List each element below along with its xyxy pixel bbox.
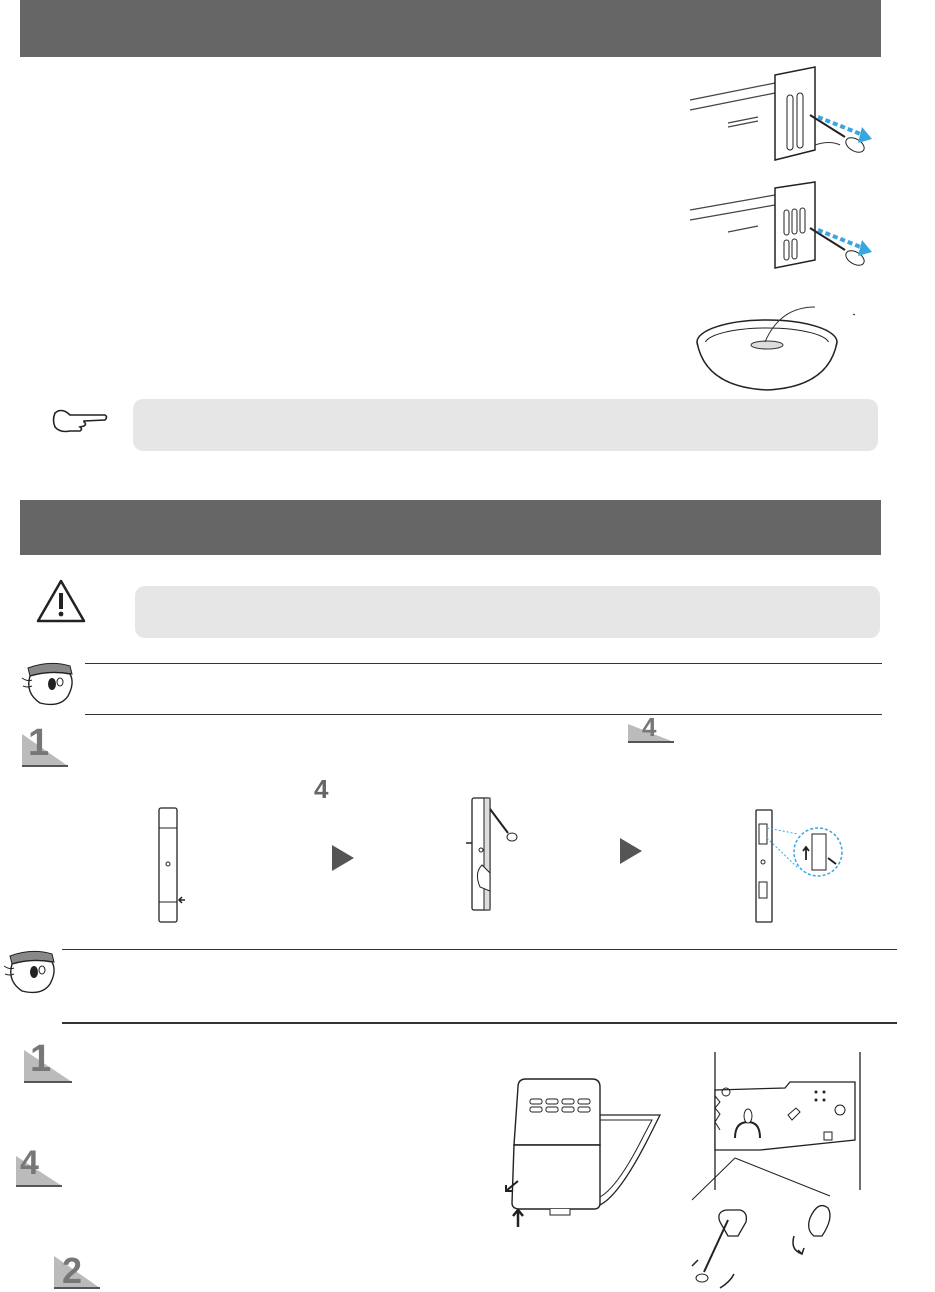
cover-removal-illustration-2: [680, 180, 880, 280]
dispenser-unit-illustration: [500, 1075, 670, 1235]
lamp-cover-illustration-2: [460, 795, 530, 915]
caution-box: [135, 586, 880, 638]
lamp-cover-illustration-1: [155, 806, 195, 924]
lamp-cover-illustration-3: [750, 808, 850, 926]
section-header-band: [20, 500, 881, 555]
note-box: [133, 399, 878, 451]
step-number: 2: [62, 1250, 83, 1291]
pointing-hand-icon: [50, 405, 110, 435]
section-header-band: [20, 0, 881, 57]
water-bowl-illustration: [695, 302, 865, 392]
step-number: 4: [20, 1144, 39, 1182]
divider-line: [62, 949, 897, 950]
step-number: 1: [28, 722, 50, 764]
warning-triangle-icon: [35, 578, 87, 624]
step-number: 1: [30, 1038, 52, 1080]
next-arrow-icon: [620, 838, 642, 864]
divider-line: [85, 663, 882, 664]
divider-line: [85, 714, 882, 715]
divider-line: [62, 1022, 897, 1024]
lamp-housing-illustration: [690, 1050, 880, 1290]
mascot-face-icon: [20, 658, 80, 708]
mascot-face-icon: [2, 945, 62, 997]
cover-removal-illustration-1: [680, 65, 880, 170]
next-arrow-icon: [332, 845, 354, 871]
step-number: 4: [314, 774, 329, 804]
step-number: 4: [642, 712, 657, 742]
